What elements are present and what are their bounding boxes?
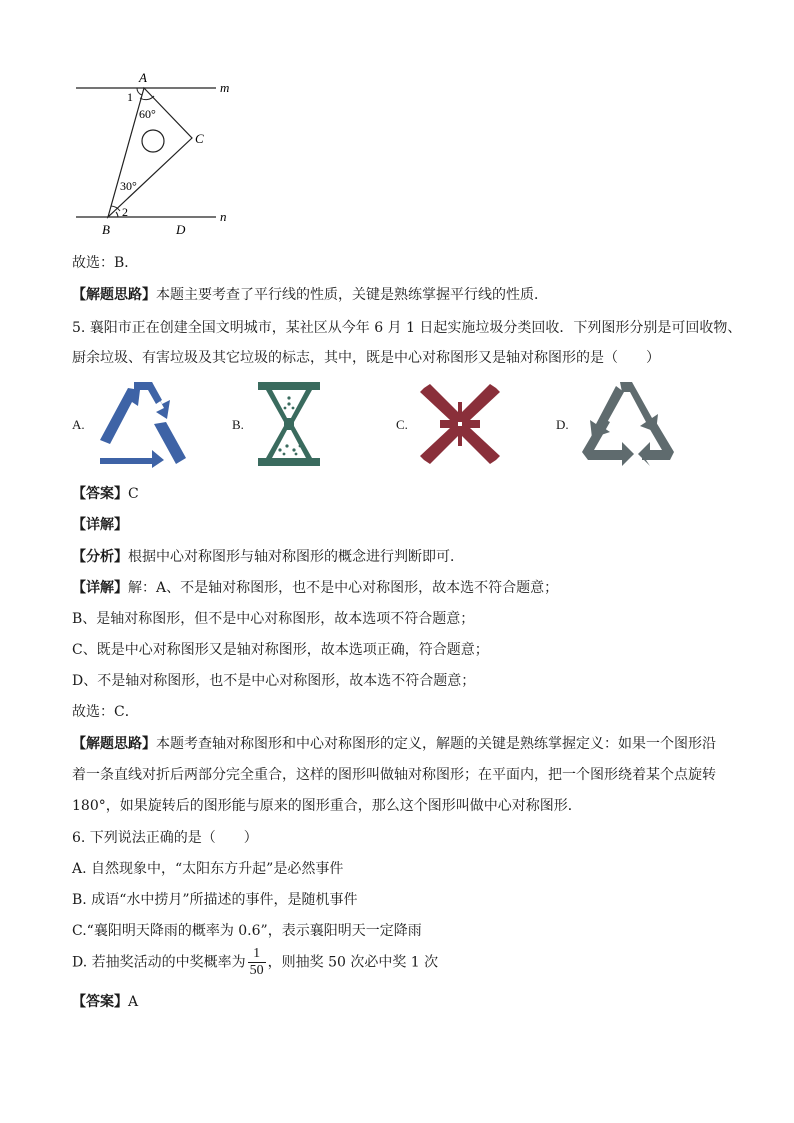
q6-answer-tag: 【答案】 [72,994,128,1010]
inward-arrows-icon [420,384,500,464]
q6-option-b: B. 成语“水中捞月”所描述的事件，是随机事件 [72,892,358,908]
q4-idea-tag: 【解题思路】 [72,287,156,303]
q5-detail-tag: 【详解】 [72,517,128,533]
triangle-ruler-hole [142,130,164,152]
hourglass-icon [254,380,324,468]
q5-explain-line2: B、是轴对称图形，但不是中心对称图形，故本选项不符合题意； [72,611,475,627]
q5-idea-line2: 着一条直线对折后两部分完全重合，这样的图形叫做轴对称图形；在平面内，把一个图形绕着某个点旋转 [72,767,716,783]
q6-option-d-suffix: ，则抽奖 50 次必中奖 1 次 [267,954,439,971]
q6-option-d [72,946,438,979]
probability-fraction [248,946,266,979]
q5-explain-line4: D、不是轴对称图形，也不是中心对称图形，故本选不符合题意； [72,673,476,689]
q5-stem-line1: 5. 襄阳市正在创建全国文明城市，某社区从今年 6 月 1 日起实施垃圾分类回收．下列图形分别是可回收物、 [72,320,742,336]
q6-option-c: C.“襄阳明天降雨的概率为 0.6”，表示襄阳明天一定降雨 [72,923,422,939]
q5-conclusion: 故选：C． [72,704,139,720]
q4-idea-text: 本题主要考查了平行线的性质，关键是熟练掌握平行线的性质． [156,287,548,303]
q5-analysis-text: 根据中心对称图形与轴对称图形的概念进行判断即可． [128,549,464,565]
angle-2-arc [116,212,118,217]
label-angle-1: 1 [127,90,133,104]
q5-idea-text1: 本题考查轴对称图形和中心对称图形的定义，解题的关键是熟练掌握定义：如果一个图形沿 [156,736,716,752]
q5-answer [72,485,139,503]
q5-option-d [556,376,680,472]
q6-stem: 6. 下列说法正确的是（ ） [72,830,258,846]
q5-option-b [232,376,342,470]
label-n: n [220,209,227,224]
q5-answer-value: C [128,486,139,502]
label-b: B [102,222,110,237]
q5-analysis-tag: 【分析】 [72,549,128,565]
recycle-arrows-icon [94,378,190,470]
option-a-label: A. [72,417,85,432]
fraction-numerator: 1 [248,946,266,963]
label-a: A [139,70,147,85]
q5-option-a [72,376,192,470]
q5-option-c [396,376,506,470]
q6-option-a: A. 自然现象中，“太阳东方升起”是必然事件 [72,861,344,877]
q6-answer-value: A [128,994,139,1010]
label-d: D [176,222,186,237]
parallel-lines-triangle-diagram [70,68,250,240]
recycle-arrows-icon [580,378,676,472]
q5-explain-line1 [72,579,558,597]
q6-option-d-prefix: D. 若抽奖活动的中奖概率为 [72,954,246,971]
q5-stem-line2: 厨余垃圾、有害垃圾及其它垃圾的标志，其中，既是中心对称图形又是轴对称图形的是（ ） [72,350,660,366]
q5-explain-tag: 【详解】 [72,580,128,596]
option-b-label: B. [232,417,244,432]
fraction-denominator: 50 [249,963,264,978]
option-d-label: D. [556,417,569,432]
q5-explain-text1: 解：A、不是轴对称图形，也不是中心对称图形，故本选不符合题意； [128,580,559,596]
q5-idea-tag: 【解题思路】 [72,736,156,752]
q5-explain-line3: C、既是中心对称图形又是轴对称图形，故本选项正确，符合题意； [72,642,489,658]
label-30-degrees: 30° [120,179,137,193]
label-angle-2: 2 [122,205,128,219]
q4-idea [72,286,548,304]
label-c: C [195,131,204,146]
q4-answer-line: 故选：B． [72,255,139,271]
angle-1-arc [137,88,142,95]
option-c-label: C. [396,417,408,432]
q6-answer [72,993,138,1011]
q5-idea-line1 [72,735,716,753]
label-m: m [220,80,230,95]
q5-analysis [72,548,464,566]
geometry-figure [70,68,250,240]
q5-answer-tag: 【答案】 [72,486,128,502]
q5-idea-line3: 180°，如果旋转后的图形能与原来的图形重合，那么这个图形叫做中心对称图形． [72,798,582,814]
label-60-degrees: 60° [139,107,156,121]
